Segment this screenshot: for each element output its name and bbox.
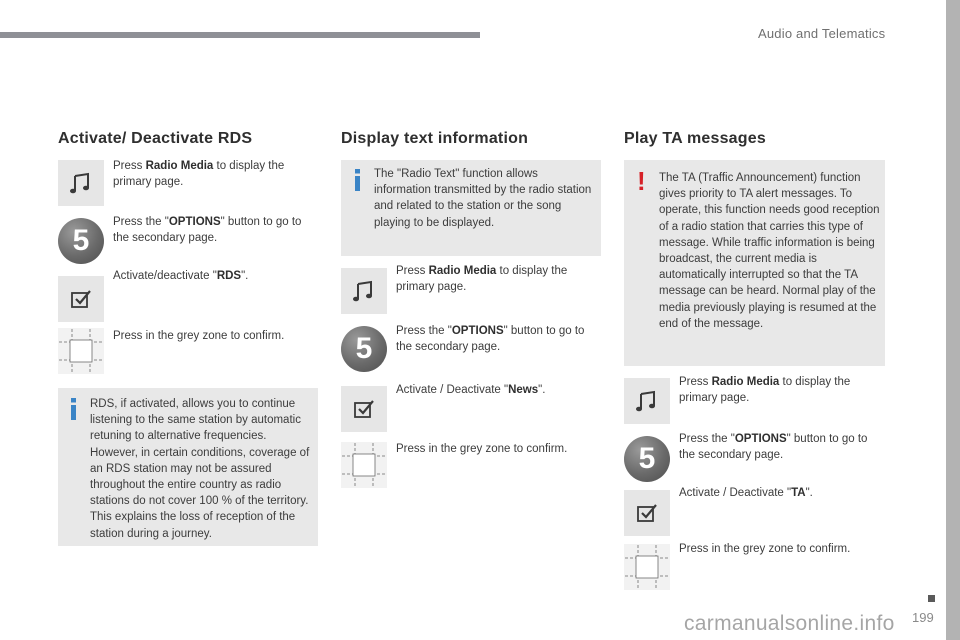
info-icon <box>68 398 80 425</box>
ta-step-3-text: Activate / Deactivate "TA". <box>679 487 813 499</box>
text-step-4-text: Press in the grey zone to confirm. <box>396 443 568 455</box>
grid-icon-box <box>58 328 104 374</box>
music-icon-box <box>341 268 387 314</box>
rds-step-3-text: Activate/deactivate "RDS". <box>113 270 249 282</box>
check-icon-box <box>58 276 104 322</box>
check-icon-box <box>624 490 670 536</box>
step-number-badge: 5 <box>58 218 104 264</box>
text-info-note-text: The "Radio Text" function allows information transmitted by the radio station and related to the station or the song playing to be displayed. <box>374 168 592 229</box>
music-note-icon <box>351 278 377 304</box>
text-step-2-text: Press the "OPTIONS" button to go to the secondary page. <box>396 325 585 353</box>
grid-icon-box <box>341 442 387 488</box>
text-step-1-text: Press Radio Media to display the primary page. <box>396 265 568 293</box>
header-title: Audio and Telematics <box>758 26 886 41</box>
grey-zone-grid-icon <box>342 443 386 487</box>
ta-step-2-text: Press the "OPTIONS" button to go to the secondary page. <box>679 433 868 461</box>
page-marker <box>928 595 935 602</box>
music-note-icon <box>68 170 94 196</box>
checkbox-icon <box>635 501 659 525</box>
step-number-badge: 5 <box>341 326 387 372</box>
rds-info-text: RDS, if activated, allows you to continue listening to the same station by automatic retuning to alternative frequencies. However, in certain conditions, coverage of an RDS station may not be assured throughout the entire country as radio stations do not cover 100 % of the territory. This explains the loss of reception of the station during a journey. <box>90 398 310 540</box>
rds-step-2-text: Press the "OPTIONS" button to go to the secondary page. <box>113 216 302 244</box>
ta-step-1-text: Press Radio Media to display the primary page. <box>679 376 851 404</box>
grid-icon-box <box>624 544 670 590</box>
section-title-ta: Play TA messages <box>624 130 766 147</box>
text-step-3-text: Activate / Deactivate "News". <box>396 384 546 396</box>
page-edge-strip <box>946 0 960 640</box>
warning-icon: ! <box>637 166 646 196</box>
info-icon <box>352 169 364 196</box>
checkbox-icon <box>69 287 93 311</box>
checkbox-icon <box>352 397 376 421</box>
check-icon-box <box>341 386 387 432</box>
step-number-badge: 5 <box>624 436 670 482</box>
grey-zone-grid-icon <box>625 545 669 589</box>
page-number: 199 <box>912 610 934 625</box>
music-icon-box <box>58 160 104 206</box>
top-rule <box>0 32 480 38</box>
section-title-text-info: Display text information <box>341 130 529 147</box>
rds-step-4-text: Press in the grey zone to confirm. <box>113 330 285 342</box>
grey-zone-grid-icon <box>59 329 103 373</box>
rds-step-1-text: Press Radio Media to display the primary page. <box>113 160 285 188</box>
music-icon-box <box>624 378 670 424</box>
watermark: carmanualsonline.info <box>684 612 895 635</box>
ta-warning-text: The TA (Traffic Announcement) function gives priority to TA alert messages. To operate, this function needs good reception of a radio station that carries this type of message. While traffic information is being broadcast, the current media is automatically interrupted so that the TA message can be heard. Normal play of the media previously playing is resumed at the end of the message. <box>659 172 880 330</box>
section-title-rds: Activate/ Deactivate RDS <box>58 130 253 147</box>
music-note-icon <box>634 388 660 414</box>
ta-step-4-text: Press in the grey zone to confirm. <box>679 543 851 555</box>
